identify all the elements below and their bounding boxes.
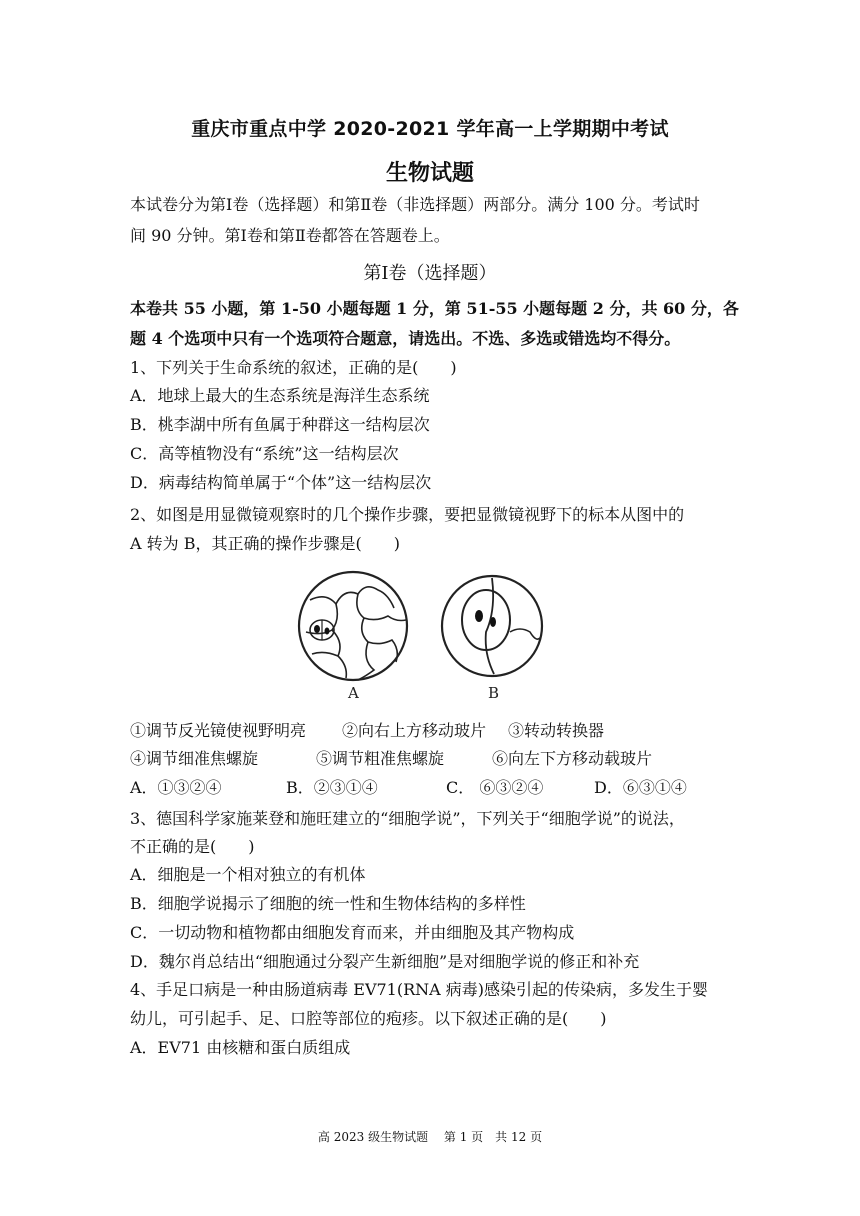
q2-steps-row-2	[130, 744, 652, 774]
q1-option-b: B．桃李湖中所有鱼属于种群这一结构层次	[130, 415, 430, 434]
q2-step-5: ⑤调节粗准焦螺旋	[316, 749, 445, 768]
q2-option-a: A．①③②④	[130, 778, 222, 797]
q1-option-c: C．高等植物没有“系统”这一结构层次	[130, 444, 399, 463]
q2-options-row	[130, 773, 687, 803]
q1-option-d: D．病毒结构简单属于“个体”这一结构层次	[130, 473, 432, 492]
q2-stem-2: A 转为 B，其正确的操作步骤是( )	[130, 534, 400, 553]
q4-option-a: A．EV71 由核糖和蛋白质组成	[130, 1038, 351, 1057]
q2-step-3: ③转动转换器	[508, 721, 605, 740]
q3-stem-2: 不正确的是( )	[130, 837, 255, 856]
q3-option-d: D．魏尔肖总结出“细胞通过分裂产生新细胞”是对细胞学说的修正和补充	[130, 952, 640, 971]
q2-option-d: D．⑥③①④	[594, 778, 687, 797]
exam-subtitle: 生物试题	[385, 161, 474, 186]
q2-stem-1: 2、如图是用显微镜观察时的几个操作步骤，要把显微镜视野下的标本从图中的	[130, 505, 685, 524]
q4-stem-2: 幼儿，可引起手、足、口腔等部位的疱疹。以下叙述正确的是( )	[130, 1009, 607, 1028]
q2-step-4: ④调节细准焦螺旋	[130, 749, 259, 768]
q2-steps-row-1	[130, 716, 604, 746]
intro-line-1: 本试卷分为第Ⅰ卷（选择题）和第Ⅱ卷（非选择题）两部分。满分 100 分。考试时	[130, 195, 700, 214]
q4-stem-1: 4、手足口病是一种由肠道病毒 EV71(RNA 病毒)感染引起的传染病，多发生于婴	[130, 980, 709, 999]
section-instruction-2: 题 4 个选项中只有一个选项符合题意，请选出。不选、多选或错选均不得分。	[130, 329, 681, 348]
figure-label-a: A	[348, 684, 359, 702]
q3-option-c: C．一切动物和植物都由细胞发育而来，并由细胞及其产物构成	[130, 923, 575, 942]
field-b-icon	[442, 576, 542, 676]
section-instruction-1: 本卷共 55 小题，第 1-50 小题每题 1 分，第 51-55 小题每题 2 分，共 60 分，各	[130, 299, 739, 318]
field-a-icon	[299, 572, 407, 680]
q1-stem: 1、下列关于生命系统的叙述，正确的是( )	[130, 358, 457, 377]
intro-line-2: 间 90 分钟。第Ⅰ卷和第Ⅱ卷都答在答题卷上。	[130, 226, 450, 245]
q3-option-a: A．细胞是一个相对独立的有机体	[130, 865, 366, 884]
q2-step-1: ①调节反光镜使视野明亮	[130, 721, 307, 740]
q1-option-a: A．地球上最大的生态系统是海洋生态系统	[130, 386, 430, 405]
q2-step-2: ②向右上方移动玻片	[342, 721, 487, 740]
section-heading: 第Ⅰ卷（选择题）	[363, 263, 497, 284]
q2-step-6: ⑥向左下方移动载玻片	[492, 749, 653, 768]
q2-option-b: B．②③①④	[286, 778, 378, 797]
page-footer: 高 2023 级生物试题 第 1 页 共 12 页	[317, 1130, 543, 1144]
q2-option-c: C． ⑥③②④	[446, 778, 544, 797]
exam-title: 重庆市重点中学 2020-2021 学年高一上学期期中考试	[191, 118, 669, 140]
microscope-field-figure	[296, 570, 546, 710]
figure-label-b: B	[488, 684, 500, 702]
q3-option-b: B．细胞学说揭示了细胞的统一性和生物体结构的多样性	[130, 894, 526, 913]
q3-stem-1: 3、德国科学家施莱登和施旺建立的“细胞学说”，下列关于“细胞学说”的说法，	[130, 809, 685, 828]
